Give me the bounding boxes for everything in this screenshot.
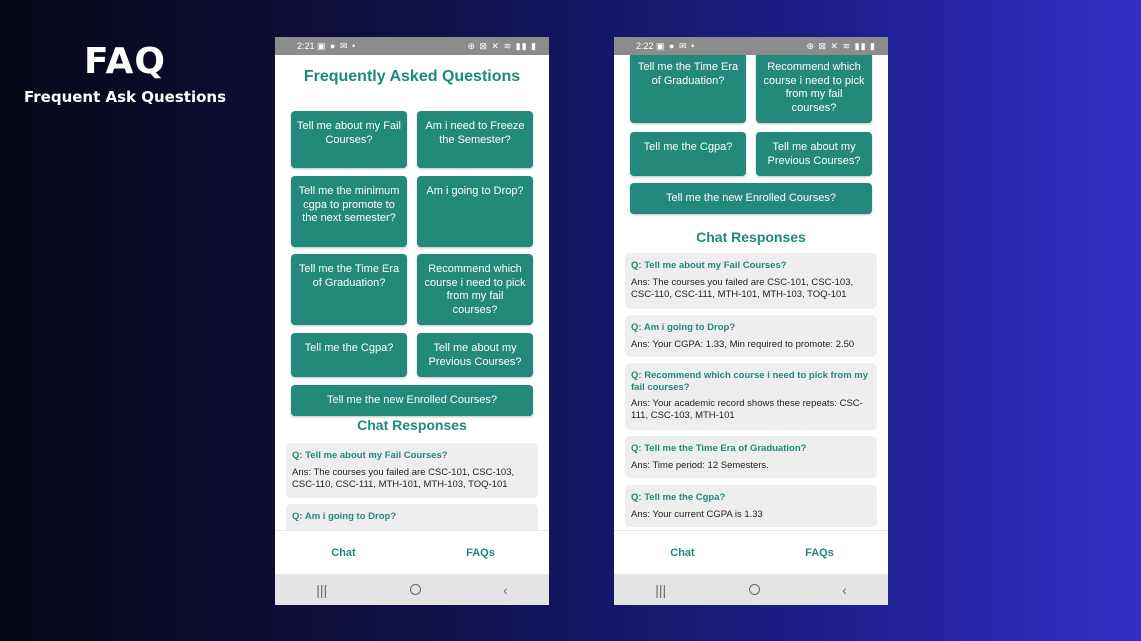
hero-title: FAQ <box>84 41 166 82</box>
bottom-nav <box>614 530 888 574</box>
home-icon[interactable] <box>749 584 760 595</box>
nav-chat-tab[interactable]: Chat <box>670 546 695 559</box>
hero <box>20 40 230 106</box>
response-card <box>286 443 538 498</box>
response-question: Q: Am i going to Drop? <box>631 322 736 333</box>
faq-button-minimum-cgpa[interactable]: Tell me the minimum cgpa to promote to the next semester? <box>291 176 407 247</box>
faq-button-drop[interactable]: Am i going to Drop? <box>417 176 533 247</box>
response-card <box>286 504 538 530</box>
back-icon[interactable]: ‹ <box>503 581 508 598</box>
faq-button-graduation-era[interactable]: Tell me the Time Era of Graduation? <box>291 254 407 325</box>
faq-button-recommend-course[interactable]: Recommend which course i need to pick from my fail courses? <box>417 254 533 325</box>
home-icon[interactable] <box>410 584 421 595</box>
response-answer: Ans: Your academic record shows these repeats: CSC-111, CSC-103, MTH-101 <box>631 398 863 421</box>
faq-button-fail-courses[interactable]: Tell me about my Fail Courses? <box>291 111 407 168</box>
response-answer: Ans: Your CGPA: 1.33, Min required to promote: 2.50 <box>631 338 855 350</box>
faq-button-recommend-course[interactable]: Recommend which course i need to pick from my fail courses? <box>756 55 872 123</box>
system-nav-bar <box>614 574 888 605</box>
system-status-icons: ⊕ ⊠ ✕ ≋ ▮▮ ▮ <box>467 40 537 51</box>
phone-screen-faq <box>275 37 549 605</box>
recents-icon[interactable]: ||| <box>316 581 328 598</box>
faq-button-previous-courses[interactable]: Tell me about my Previous Courses? <box>417 333 533 377</box>
faq-content[interactable] <box>614 55 888 530</box>
faq-title: Frequently Asked Questions <box>303 68 521 85</box>
chat-responses-title: Chat Responses <box>357 417 467 433</box>
faq-content[interactable] <box>275 55 549 530</box>
response-answer: Ans: The courses you failed are CSC-101, CSC-103, CSC-110, CSC-111, MTH-101, MTH-103, TOQ-101 <box>631 276 854 300</box>
back-icon[interactable]: ‹ <box>842 581 847 598</box>
notification-icons: ▣ ● ✉ • <box>656 40 696 51</box>
chat-responses-title: Chat Responses <box>696 229 806 245</box>
status-bar <box>275 37 549 55</box>
status-time: 2:22 <box>636 40 654 51</box>
faq-button-enrolled-courses[interactable]: Tell me the new Enrolled Courses? <box>630 183 872 214</box>
faq-button-cgpa[interactable]: Tell me the Cgpa? <box>630 132 746 176</box>
recents-icon[interactable]: ||| <box>655 581 667 598</box>
response-question: Q: Tell me the Time Era of Graduation? <box>631 443 807 454</box>
faq-button-enrolled-courses[interactable]: Tell me the new Enrolled Courses? <box>291 385 533 416</box>
response-answer: Ans: Your current CGPA is 1.33 <box>631 508 763 520</box>
system-status-icons: ⊕ ⊠ ✕ ≋ ▮▮ ▮ <box>806 40 876 51</box>
phone-screen-responses <box>614 37 888 605</box>
response-answer: Ans: The courses you failed are CSC-101, CSC-103, CSC-110, CSC-111, MTH-101, MTH-103, TOQ-101 <box>292 466 515 490</box>
response-question: Q: Am i going to Drop? <box>292 511 397 522</box>
faq-button-cgpa[interactable]: Tell me the Cgpa? <box>291 333 407 377</box>
response-question: Q: Recommend which course i need to pick from my fail courses? <box>631 370 869 393</box>
notification-icons: ▣ ● ✉ • <box>317 40 357 51</box>
response-card <box>625 253 877 309</box>
faq-button-previous-courses[interactable]: Tell me about my Previous Courses? <box>756 132 872 176</box>
response-card <box>625 363 877 430</box>
response-question: Q: Tell me about my Fail Courses? <box>292 450 448 461</box>
system-nav-bar <box>275 574 549 605</box>
response-question: Q: Tell me about my Fail Courses? <box>631 260 787 271</box>
response-card <box>625 485 877 527</box>
bottom-nav <box>275 530 549 574</box>
response-question: Q: Tell me the Cgpa? <box>631 492 726 503</box>
status-bar <box>614 37 888 55</box>
nav-chat-tab[interactable]: Chat <box>331 546 356 559</box>
faq-button-graduation-era[interactable]: Tell me the Time Era of Graduation? <box>630 55 746 123</box>
response-card <box>625 436 877 478</box>
status-time: 2:21 <box>297 40 315 51</box>
nav-faqs-tab[interactable]: FAQs <box>466 546 495 559</box>
response-card <box>625 315 877 357</box>
response-answer: Ans: Time period: 12 Semesters. <box>631 459 769 471</box>
hero-subtitle: Frequent Ask Questions <box>23 88 226 106</box>
faq-button-freeze-semester[interactable]: Am i need to Freeze the Semester? <box>417 111 533 168</box>
nav-faqs-tab[interactable]: FAQs <box>805 546 834 559</box>
